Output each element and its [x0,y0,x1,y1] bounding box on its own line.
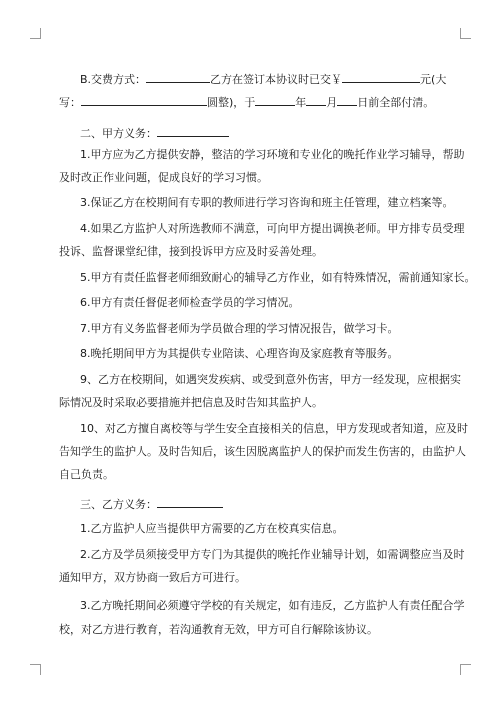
deadline-text: 日前全部付清。 [357,96,435,109]
party-a-item-5: 5.甲方有责任监督老师细致耐心的辅导乙方作业，如有特殊情况，需前通知家长。 [80,271,476,284]
month-blank[interactable] [306,94,326,106]
party-a-item-4-cont: 投诉、监督课堂纪律，接到投诉甲方应及时妥善处理。 [59,245,323,258]
party-a-item-4: 4.如果乙方监护人对所选教师不满意，可向甲方提出调换老师。甲方排专员受理 [80,222,465,235]
party-b-heading: 三、乙方义务： [80,496,470,512]
crop-mark-top-left [30,28,41,39]
party-b-item-2: 2.乙方及学员须接受甲方专门为其提供的晚托作业辅导计划，如需调整应当及时 [80,548,465,561]
day-blank[interactable] [337,94,357,106]
party-a-blank[interactable] [157,125,229,137]
capital-amount-blank[interactable] [81,94,207,106]
yuan-text: 元(大 [420,73,447,86]
party-a-item-9-cont: 际情况及时采取必要措施并把信息及时告知其监护人。 [59,396,323,409]
crop-mark-bottom-right [460,664,471,675]
year-blank[interactable] [255,94,295,106]
party-a-item-6: 6.甲方有责任督促老师检查学员的学习情况。 [80,296,300,309]
payment-line-2 [59,94,449,110]
party-a-item-10-cont: 告知学生的监护人。及时告知后，该生因脱离监护人的保护而发生伤害的，由监护人 [59,445,466,458]
crop-mark-top-right [460,28,471,39]
amount-blank[interactable] [342,71,420,83]
party-a-item-1-cont: 及时改正作业问题，促成良好的学习习惯。 [59,171,268,184]
payment-method-blank[interactable] [146,71,210,83]
party-a-item-1: 1.甲方应为乙方提供安静，整洁的学习环境和专业化的晚托作业学习辅导，帮助 [80,148,465,161]
payment-line-1 [80,71,470,87]
party-a-item-8: 8.晚托期间甲方为其提供专业陪读、心理咨询及家庭教育等服务。 [80,347,399,360]
party-a-item-7: 7.甲方有义务监督老师为学员做合理的学习情况报告，做学习卡。 [80,322,399,335]
party-a-heading: 二、甲方义务： [80,125,470,141]
yuan-whole-text: 圆整)，于 [207,96,256,109]
party-b-item-2-cont: 通知甲方，双方协商一致后方可进行。 [59,571,246,584]
party-a-item-10: 10、对乙方擅自离校等与学生安全直接相关的信息，甲方发现或者知道，应及时 [80,422,468,435]
capital-label: 写： [59,96,81,109]
party-b-item-3-cont: 校，对乙方进行教育，若沟通教育无效，甲方可自行解除该协议。 [59,623,378,636]
party-b-item-1: 1.乙方监护人应当提供甲方需要的乙方在校真实信息。 [80,522,344,535]
party-b-blank[interactable] [157,496,223,508]
party-a-item-3: 3.保证乙方在校期间有专职的教师进行学习咨询和班主任管理，建立档案等。 [80,196,454,209]
party-a-item-9: 9、乙方在校期间，如遇突发疾病、或受到意外伤害，甲方一经发现，应根据实 [80,373,461,386]
payment-paid-text: 乙方在签订本协议时已交￥ [210,73,343,86]
party-b-item-3: 3.乙方晚托期间必须遵守学校的有关规定，如有违反，乙方监护人有责任配合学 [80,599,465,612]
crop-mark-bottom-left [30,664,41,675]
year-text: 年 [295,96,307,109]
month-text: 月 [326,96,338,109]
party-a-item-10-end: 自己负责。 [59,468,114,481]
payment-method-label: B.交费方式： [80,73,147,86]
